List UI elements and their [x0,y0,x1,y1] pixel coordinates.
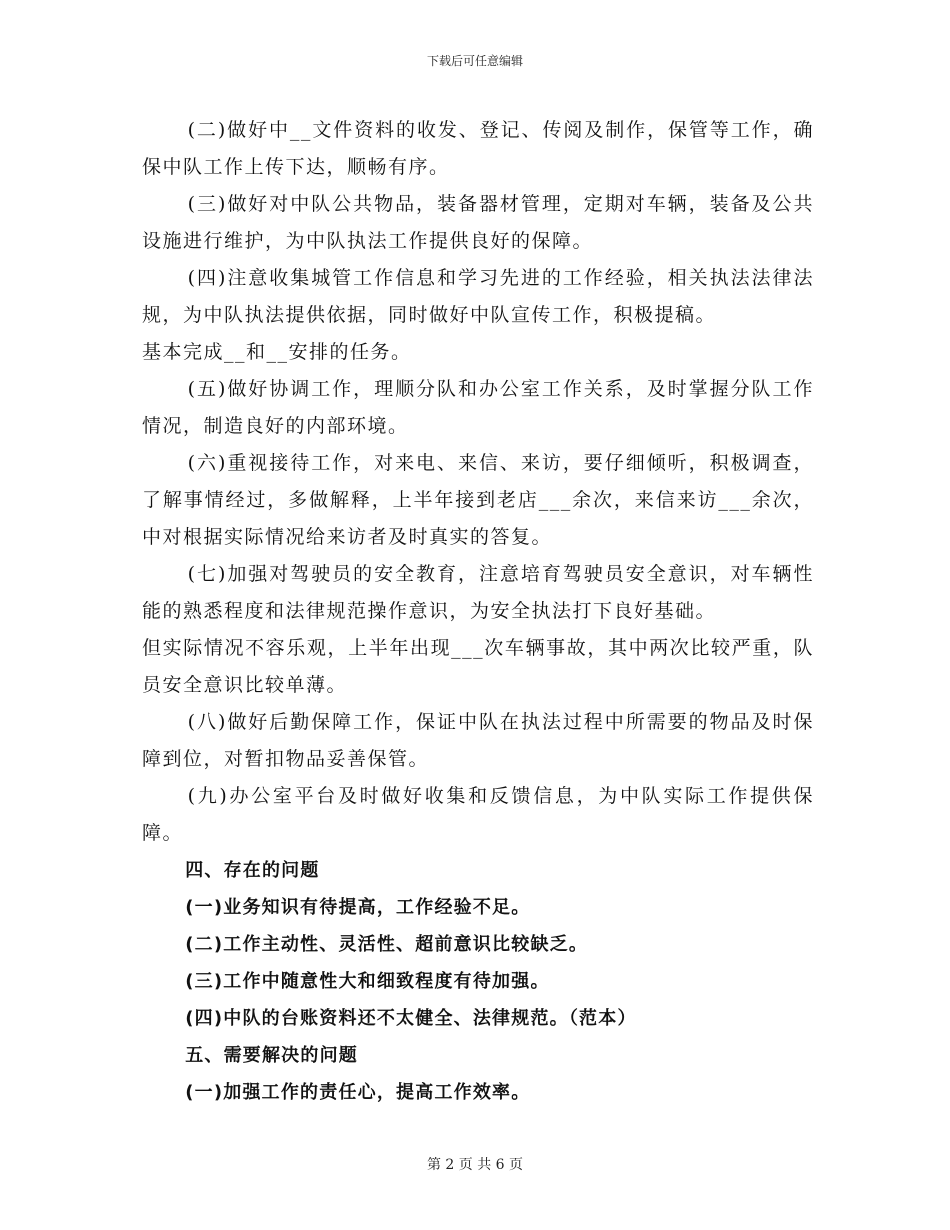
paragraph: (三)做好对中队公共物品，装备器材管理，定期对车辆，装备及公共设施进行维护，为中队执法工作提供良好的保障。 [142,193,814,252]
paragraph: (四)注意收集城管工作信息和学习先进的工作经验，相关执法法律法规，为中队执法提供依据，同时做好中队宣传工作，积极提稿。 [142,267,814,326]
document-body [142,112,814,1111]
section-heading: 四、存在的问题 [185,860,320,881]
page-header: 下载后可任意编辑 [426,54,523,68]
problem-item: (二)工作主动性、灵活性、超前意识比较缺乏。 [185,934,589,955]
paragraph: (八)做好后勤保障工作，保证中队在执法过程中所需要的物品及时保障到位，对暂扣物品妥善保管。 [142,711,814,770]
paragraph: (六)重视接待工作，对来电、来信、来访，要仔细倾听，积极调查，了解事情经过，多做解释，上半年接到老店___余次，来信来访___余次，中对根据实际情况给来访者及时真实的答复。 [142,452,814,548]
paragraph: (九)办公室平台及时做好收集和反馈信息，为中队实际工作提供保障。 [142,785,814,844]
problem-item: (四)中队的台账资料还不太健全、法律规范。（范本） [185,1008,637,1029]
paragraph: 但实际情况不容乐观，上半年出现___次车辆事故，其中两次比较严重，队员安全意识比较单薄。 [142,637,814,696]
paragraph: (五)做好协调工作，理顺分队和办公室工作关系，及时掌握分队工作情况，制造良好的内部环境。 [142,378,814,437]
problem-item: (三)工作中随意性大和细致程度有待加强。 [185,971,550,992]
problem-item: (一)业务知识有待提高，工作经验不足。 [185,897,531,918]
section-heading: 五、需要解决的问题 [185,1045,358,1066]
paragraph: 基本完成__和__安排的任务。 [142,341,412,363]
page-number: 第 2 页 共 6 页 [426,1157,524,1173]
solution-item: (一)加强工作的责任心，提高工作效率。 [185,1082,531,1103]
paragraph: (七)加强对驾驶员的安全教育，注意培育驾驶员安全意识，对车辆性能的熟悉程度和法律规范操作意识，为安全执法打下良好基础。 [142,563,814,622]
paragraph: (二)做好中__文件资料的收发、登记、传阅及制作，保管等工作，确保中队工作上传下达，顺畅有序。 [142,119,814,178]
